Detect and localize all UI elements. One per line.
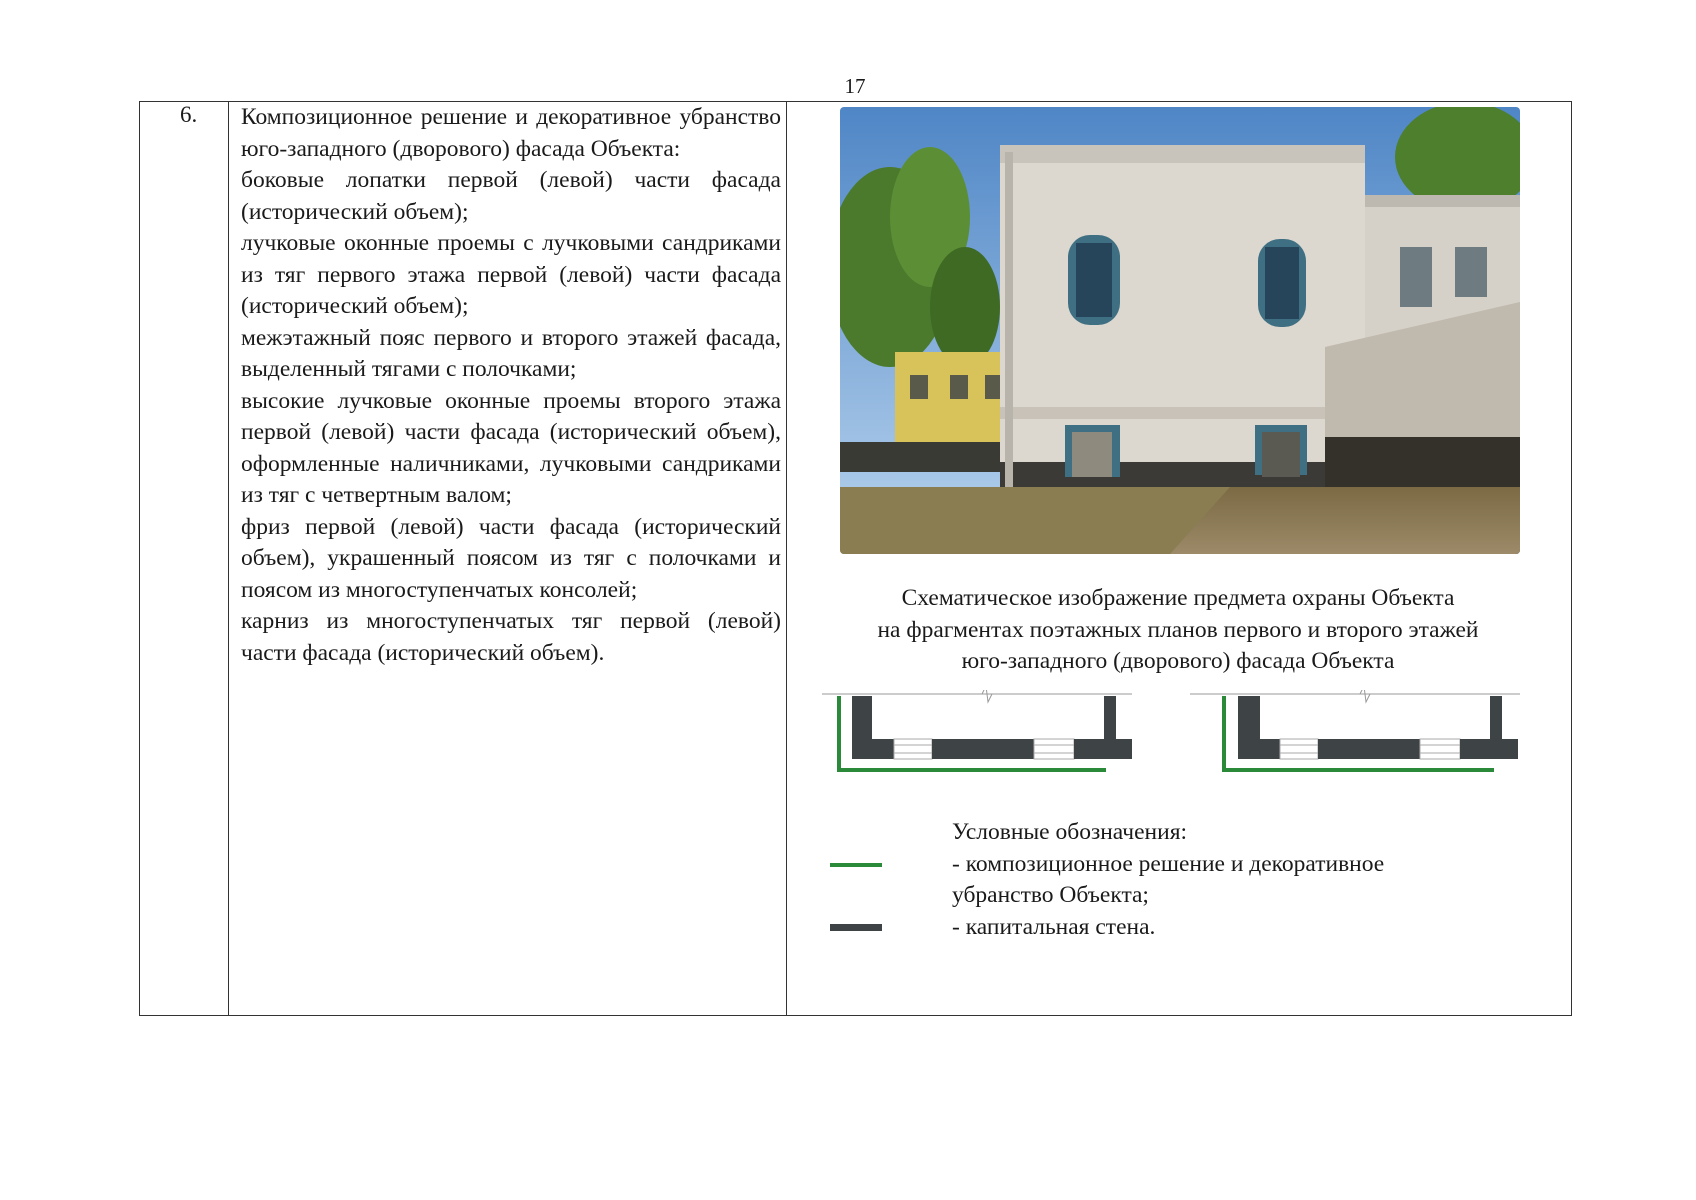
column-divider bbox=[228, 102, 229, 1015]
description-item: фриз первой (левой) части фасада (исторический объем), украшенный поясом из тяг с полочками и поясом из многоступенчатых консолей; bbox=[241, 513, 781, 603]
scheme-caption-line: Схематическое изображение предмета охраны Объекта bbox=[901, 585, 1455, 611]
description-item: карниз из многоступенчатых тяг первой (левой) части фасада (исторический объем). bbox=[241, 608, 781, 666]
legend-title: Условные обозначения: bbox=[952, 819, 1188, 845]
plan-fragment-second-floor bbox=[1190, 690, 1520, 780]
green-line-swatch bbox=[830, 863, 882, 867]
protection-description bbox=[241, 102, 781, 669]
scheme-caption bbox=[818, 583, 1538, 678]
legend-item-label: - капитальная стена. bbox=[952, 913, 1156, 940]
facade-photo-drawing bbox=[840, 107, 1520, 554]
legend-item-capital-wall bbox=[830, 912, 1520, 944]
legend-item-label: - композиционное решение и декоративное bbox=[952, 850, 1385, 877]
protection-table bbox=[139, 101, 1572, 1016]
description-item: межэтажный пояс первого и второго этажей фасада, выделенный тягами с полочками; bbox=[241, 324, 781, 382]
facade-photo bbox=[840, 107, 1520, 554]
dark-line-swatch bbox=[830, 924, 882, 931]
description-item: боковые лопатки первой (левой) части фасада (исторический объем); bbox=[241, 167, 781, 225]
legend-item-protected bbox=[830, 849, 1520, 912]
row-number: 6. bbox=[180, 102, 198, 127]
plan-fragment-first-floor bbox=[822, 690, 1132, 780]
scheme-caption-line: юго-западного (дворового) фасада Объекта bbox=[961, 648, 1395, 674]
legend bbox=[830, 817, 1520, 943]
description-item: лучковые оконные проемы с лучковыми сандриками из тяг первого этажа первой (левой) части фасада (исторический объем); bbox=[241, 230, 781, 319]
description-intro: Композиционное решение и декоративное убранство юго-западного (дворового) фасада Объекта: bbox=[241, 104, 781, 162]
scheme-caption-line: на фрагментах поэтажных планов первого и второго этажей bbox=[877, 616, 1479, 643]
legend-item-label: убранство Объекта; bbox=[952, 882, 1149, 908]
column-divider bbox=[786, 102, 787, 1015]
description-item: высокие лучковые оконные проемы второго этажа первой (левой) части фасада (исторический объем), оформленные наличниками, лучковыми сандриками из тяг с четвертным валом; bbox=[241, 387, 781, 508]
plan-drawing bbox=[1190, 690, 1520, 780]
plan-drawing bbox=[822, 690, 1132, 780]
page-number: 17 bbox=[844, 74, 866, 98]
